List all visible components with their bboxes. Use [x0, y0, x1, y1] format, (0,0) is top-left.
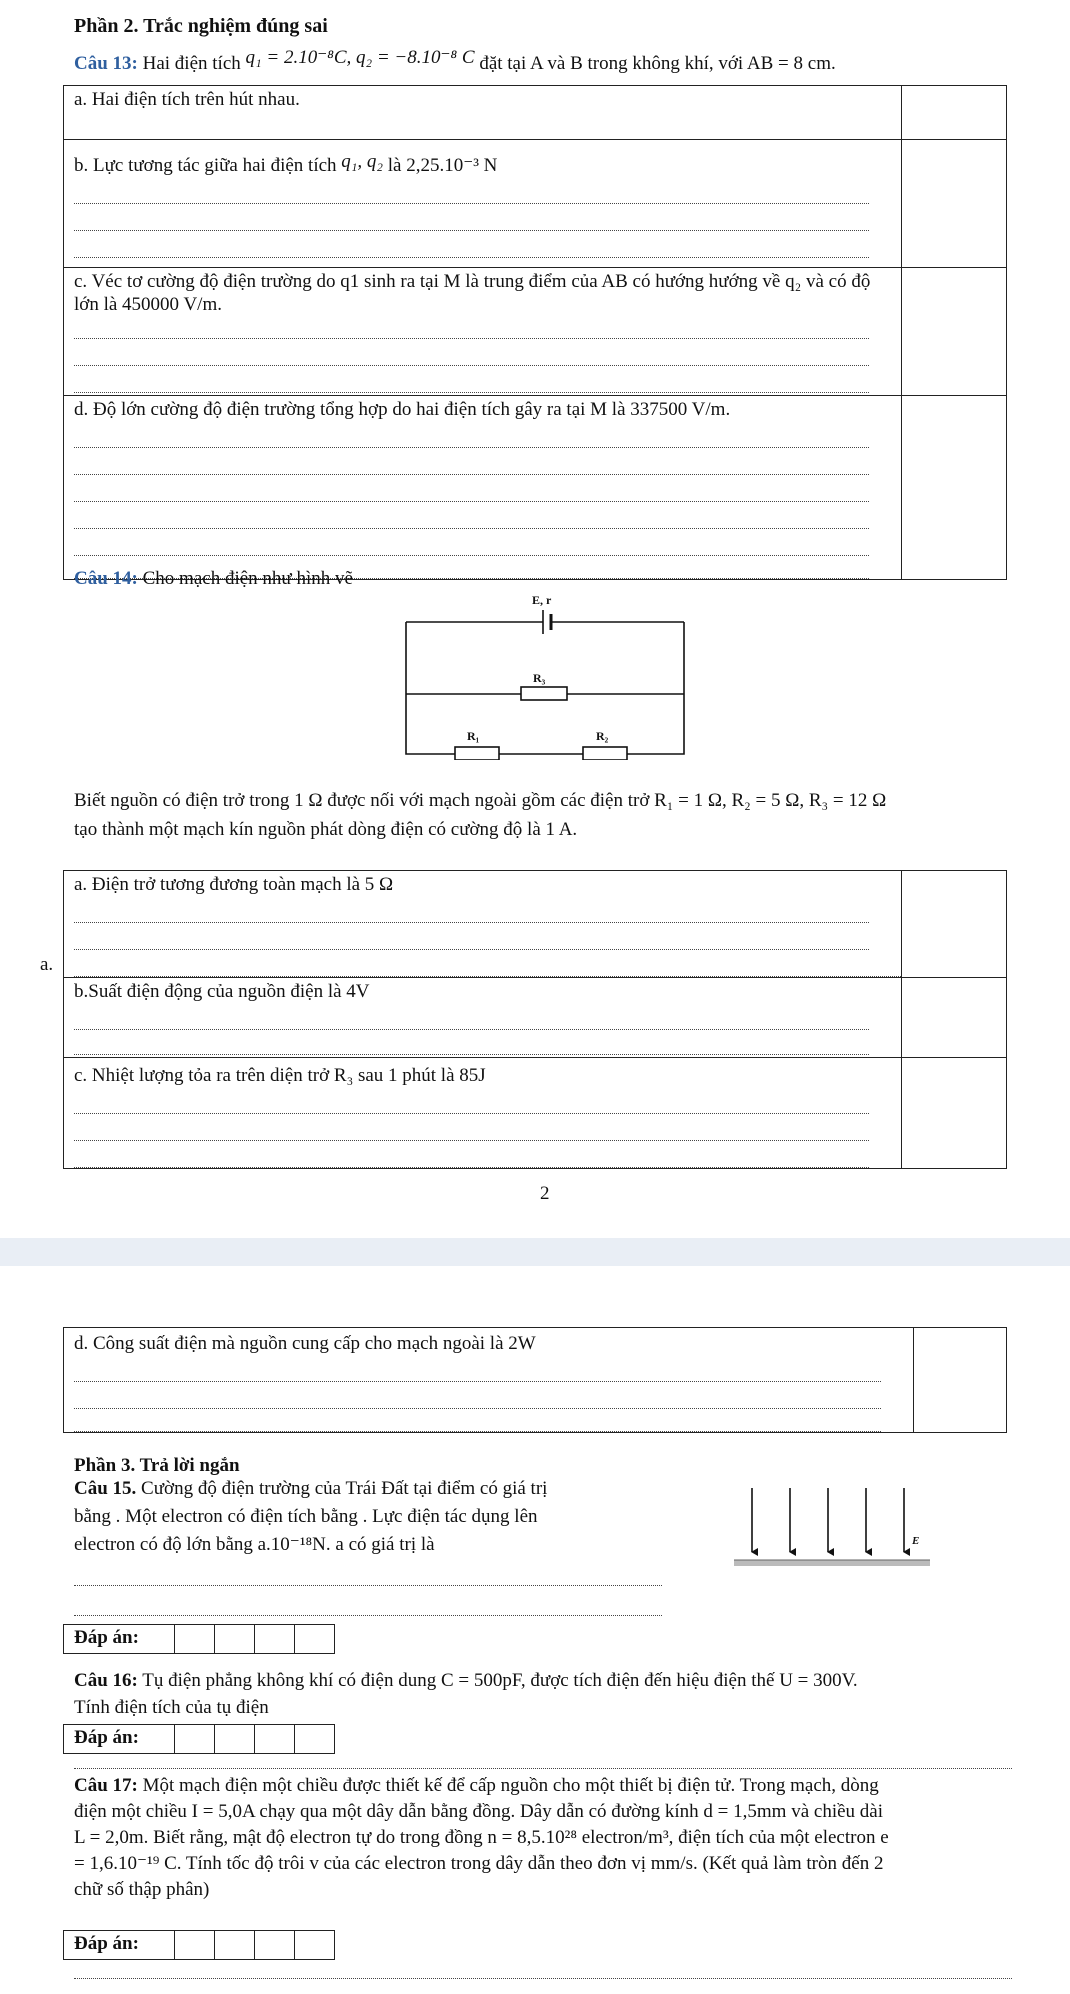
q17-line4: = 1,6.10⁻¹⁹ C. Tính tốc độ trôi v của các electron trong dây dẫn theo đơn vị mm/s. (Kết quả làm tròn đến 2 — [74, 1853, 884, 1874]
q17-answer-row — [63, 1930, 335, 1960]
dotted-line — [74, 448, 869, 475]
dotted-line — [74, 1114, 869, 1141]
dotted-line — [74, 316, 869, 339]
dotted-line — [74, 1087, 869, 1114]
answer-box[interactable] — [175, 1724, 215, 1754]
q13-item-a: a. Hai điện tích trên hút nhau. — [74, 89, 300, 110]
q13-formula: q₁ = 2.10⁻⁸C, q₂ = −8.10⁻⁸ C — [245, 47, 475, 68]
q13-text-b: đặt tại A và B trong không khí, với AB = 8 cm. — [479, 53, 836, 74]
answer-box[interactable] — [215, 1930, 255, 1960]
answer-box[interactable] — [175, 1624, 215, 1654]
answer-label: Đáp án: — [63, 1624, 175, 1654]
answer-label: Đáp án: — [63, 1930, 175, 1960]
page-2 — [0, 1266, 1070, 1994]
r3-label: R₃ — [533, 671, 546, 685]
q14-row-c — [64, 1058, 902, 1169]
page-number: 2 — [540, 1183, 550, 1204]
q14-item-d: d. Công suất điện mà nguồn cung cấp cho mạch ngoài là 2W — [74, 1333, 536, 1354]
q13-text-a: Hai điện tích — [142, 53, 241, 74]
q14-table — [63, 870, 1007, 1169]
answer-label: Đáp án: — [63, 1724, 175, 1754]
q13-answer-c[interactable] — [902, 268, 1007, 396]
q14-table-cont — [63, 1327, 1007, 1433]
dotted-line — [74, 421, 869, 448]
q14-row-d — [64, 1328, 914, 1433]
circuit-diagram — [400, 590, 690, 760]
resistor-r3 — [521, 687, 567, 700]
q15-block — [74, 1477, 674, 1556]
q16-answer-row — [63, 1724, 335, 1754]
resistor-r1 — [455, 747, 499, 760]
q13-intro — [74, 47, 836, 75]
q13-item-b-q: q₁, q₂ — [341, 151, 383, 172]
q16-label: Câu 16: — [74, 1670, 138, 1691]
q14-row-a — [64, 871, 902, 978]
q13-answer-d[interactable] — [902, 396, 1007, 580]
dotted-line — [74, 177, 869, 204]
ground-surface — [734, 1560, 930, 1566]
q17-label: Câu 17: — [74, 1775, 138, 1796]
answer-box[interactable] — [295, 1724, 335, 1754]
dotted-line — [74, 1355, 881, 1382]
dotted-line — [74, 1003, 869, 1030]
q14-item-c: c. Nhiệt lượng tỏa ra trên diện trở R₃ sau 1 phút là 85J — [74, 1065, 486, 1086]
q16-line2: Tính điện tích của tụ điện — [74, 1697, 269, 1718]
q15-line1: Cường độ điện trường của Trái Đất tại điểm có giá trị — [141, 1478, 548, 1499]
dotted-line — [74, 1768, 1012, 1769]
q14-answer-d[interactable] — [914, 1328, 1007, 1433]
q13-item-b-pre: b. Lực tương tác giữa hai điện tích — [74, 155, 337, 176]
q14-label: Câu 14: — [74, 568, 138, 589]
dotted-line — [74, 1409, 881, 1432]
dotted-line — [74, 1585, 662, 1586]
dotted-line — [74, 1141, 869, 1168]
field-diagram — [730, 1486, 935, 1572]
q14-item-a: a. Điện trở tương đương toàn mạch là 5 Ω — [74, 874, 394, 895]
q13-row-c — [64, 268, 902, 396]
q14-intro — [74, 567, 353, 590]
resistor-r2 — [583, 747, 627, 760]
q17-line3: L = 2,0m. Biết rằng, mật độ electron tự do trong đồng n = 8,5.10²⁸ electron/m³, điện tích của một electron e — [74, 1827, 889, 1848]
dotted-line — [74, 204, 869, 231]
q17-line5: chữ số thập phân) — [74, 1879, 210, 1900]
answer-box[interactable] — [175, 1930, 215, 1960]
dotted-line — [74, 339, 869, 366]
dotted-line — [74, 1030, 869, 1055]
q15-line2: bằng . Một electron có điện tích bằng . Lực điện tác dụng lên — [74, 1506, 538, 1527]
source-label: E, r — [532, 593, 552, 607]
dotted-line — [74, 231, 869, 258]
q16-line1-wrap — [74, 1669, 858, 1692]
answer-box[interactable] — [215, 1624, 255, 1654]
q14-item-b: b.Suất điện động của nguồn điện là 4V — [74, 981, 370, 1002]
answer-box[interactable] — [215, 1724, 255, 1754]
q17-block — [74, 1774, 1020, 1904]
dotted-line — [74, 1978, 1012, 1979]
q14-row-b — [64, 978, 902, 1058]
r1-label: R₁ — [467, 729, 480, 743]
dotted-line — [74, 366, 869, 393]
q15-line3: electron có độ lớn bằng a.10⁻¹⁸N. a có giá trị là — [74, 1534, 435, 1555]
q15-label: Câu 15. — [74, 1478, 137, 1499]
q13-item-d: d. Độ lớn cường độ điện trường tổng hợp do hai điện tích gây ra tại M là 337500 V/m. — [74, 399, 731, 420]
dotted-line — [74, 502, 869, 529]
dotted-line — [74, 950, 901, 977]
q14-answer-c[interactable] — [902, 1058, 1007, 1169]
q16-line1: Tụ điện phẳng không khí có điện dung C = 500pF, được tích điện đến hiệu điện thế U = 300V. — [142, 1670, 858, 1691]
answer-box[interactable] — [255, 1930, 295, 1960]
q13-row-d — [64, 396, 902, 580]
field-label: E⃗ — [912, 1535, 928, 1547]
dotted-line — [74, 475, 869, 502]
q13-answer-a[interactable] — [902, 86, 1007, 140]
part2-heading: Phần 2. Trắc nghiệm đúng sai — [74, 15, 328, 37]
answer-box[interactable] — [255, 1624, 295, 1654]
q13-row-b — [64, 140, 902, 268]
q14-desc1: Biết nguồn có điện trở trong 1 Ω được nối với mạch ngoài gồm các điện trở R₁ = 1 Ω, R₂ = 5 Ω, R₃ = 12 Ω — [74, 790, 887, 811]
answer-box[interactable] — [255, 1724, 295, 1754]
answer-box[interactable] — [295, 1624, 335, 1654]
q13-item-c: c. Véc tơ cường độ điện trường do q1 sinh ra tại M là trung điểm của AB có hướng hướng về q₂ và có độ lớn là 450000 V/m. — [74, 271, 871, 315]
q14-answer-a[interactable] — [902, 871, 1007, 978]
part3-heading: Phần 3. Trả lời ngắn — [74, 1455, 240, 1476]
dotted-line — [74, 529, 869, 556]
dotted-line — [74, 1615, 662, 1616]
q14-text: Cho mạch điện như hình vẽ — [142, 568, 353, 589]
q14-side-mark: a. — [40, 954, 54, 975]
r2-label: R₂ — [596, 729, 609, 743]
q17-line2: điện một chiều I = 5,0A chạy qua một dây dẫn bằng đồng. Dây dẫn có đường kính d = 1,5mm và chiều dài — [74, 1801, 883, 1822]
answer-box[interactable] — [295, 1930, 335, 1960]
q14-desc2: tạo thành một mạch kín nguồn phát dòng điện có cường độ là 1 A. — [74, 819, 578, 840]
q13-table — [63, 85, 1007, 580]
q14-answer-b[interactable] — [902, 978, 1007, 1058]
q13-row-a — [64, 86, 902, 140]
q13-item-b-post: là 2,25.10⁻³ N — [387, 155, 498, 176]
q17-line1: Một mạch điện một chiều được thiết kế để cấp nguồn cho một thiết bị điện tử. Trong mạch, dòng — [142, 1775, 879, 1796]
dotted-line — [74, 896, 869, 923]
dotted-line — [74, 923, 869, 950]
q13-label: Câu 13: — [74, 53, 138, 74]
q13-answer-b[interactable] — [902, 140, 1007, 268]
q15-answer-row — [63, 1624, 335, 1654]
dotted-line — [74, 1382, 881, 1409]
page-gap — [0, 1238, 1070, 1266]
